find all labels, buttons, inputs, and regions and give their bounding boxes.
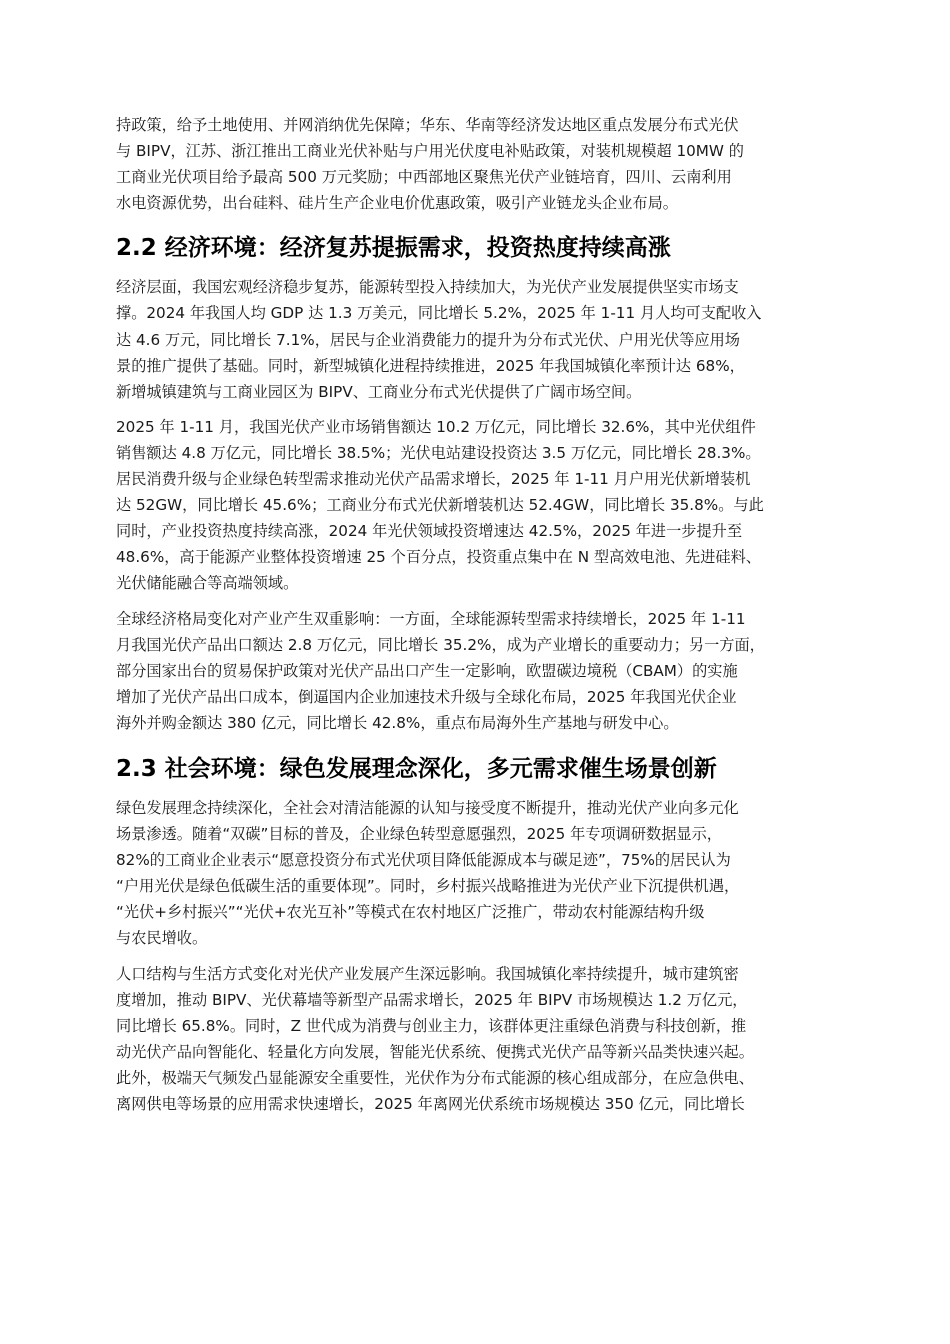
text-line: 工商业光伏项目给予最高 500 万元奖励；中西部地区聚焦光伏产业链培育，四川、云南利用 bbox=[116, 168, 732, 187]
text-line: 同时，产业投资热度持续高涨，2024 年光伏领域投资增速达 42.5%，2025 年进一步提升至 bbox=[116, 522, 743, 541]
text-line: 与 BIPV，江苏、浙江推出工商业光伏补贴与户用光伏度电补贴政策，对装机规模超 10MW 的 bbox=[116, 142, 744, 161]
text-line: 与农民增收。 bbox=[116, 929, 208, 948]
text-line: 2025 年 1-11 月，我国光伏产业市场销售额达 10.2 万亿元，同比增长 32.6%，其中光伏组件 bbox=[116, 417, 756, 436]
text-line: 部分国家出台的贸易保护政策对光伏产品出口产生一定影响，欧盟碳边境税（CBAM）的实施 bbox=[116, 661, 738, 680]
text-line: 光伏储能融合等高端领域。 bbox=[116, 574, 299, 593]
text-line: 达 52GW，同比增长 45.6%；工商业分布式光伏新增装机达 52.4GW，同比增长 35.8%。与此 bbox=[116, 496, 764, 515]
text-line: 撑。2024 年我国人均 GDP 达 1.3 万美元，同比增长 5.2%，2025 年 1-11 月人均可支配收入 bbox=[116, 304, 762, 323]
text-line: 人口结构与生活方式变化对光伏产业发展产生深远影响。我国城镇化率持续提升，城市建筑密 bbox=[116, 964, 739, 983]
text-line: 销售额达 4.8 万亿元，同比增长 38.5%；光伏电站建设投资达 3.5 万亿元，同比增长 28.3%。 bbox=[116, 443, 761, 462]
text-line: 居民消费升级与企业绿色转型需求推动光伏产品需求增长，2025 年 1-11 月户用光伏新增装机 bbox=[116, 470, 751, 489]
text-line: 48.6%，高于能源产业整体投资增速 25 个百分点，投资重点集中在 N 型高效电池、先进硅料、 bbox=[116, 548, 761, 567]
text-line: 82%的工商业企业表示“愿意投资分布式光伏项目降低能源成本与碳足迹”，75%的居民认为 bbox=[116, 851, 731, 870]
paragraph-economic-overview bbox=[116, 274, 840, 404]
text-line: 此外，极端天气频发凸显能源安全重要性，光伏作为分布式能源的核心组成部分，在应急供电、 bbox=[116, 1068, 754, 1087]
text-line: 新增城镇建筑与工商业园区为 BIPV、工商业分布式光伏提供了广阔市场空间。 bbox=[116, 382, 642, 401]
text-line: 全球经济格局变化对产业产生双重影响：一方面，全球能源转型需求持续增长，2025 年 1-11 bbox=[116, 609, 746, 628]
text-line: 同比增长 65.8%。同时，Z 世代成为消费与创业主力，该群体更注重绿色消费与科技创新，推 bbox=[116, 1016, 747, 1035]
text-line: 离网供电等场景的应用需求快速增长，2025 年离网光伏系统市场规模达 350 亿元，同比增长 bbox=[116, 1095, 745, 1113]
text-line: 绿色发展理念持续深化，全社会对清洁能源的认知与接受度不断提升，推动光伏产业向多元化 bbox=[116, 798, 739, 817]
text-line: 景的推广提供了基础。同时，新型城镇化进程持续推进，2025 年我国城镇化率预计达 68%， bbox=[116, 356, 745, 375]
paragraph-green-development bbox=[116, 795, 840, 952]
text-line: 月我国光伏产品出口额达 2.8 万亿元，同比增长 35.2%，成为产业增长的重要动力；另一方面， bbox=[116, 635, 765, 654]
document-body bbox=[116, 112, 840, 1117]
text-line: 海外并购金额达 380 亿元，同比增长 42.8%，重点布局海外生产基地与研发中心。 bbox=[116, 713, 679, 732]
text-line: “户用光伏是绿色低碳生活的重要体现”。同时，乡村振兴战略推进为光伏产业下沉提供机遇， bbox=[116, 877, 740, 896]
text-line: 度增加，推动 BIPV、光伏幕墙等新型产品需求增长，2025 年 BIPV 市场规模达 1.2 万亿元， bbox=[116, 990, 748, 1009]
section-heading-economic: 2.2 经济环境：经济复苏提振需求，投资热度持续高涨 bbox=[116, 235, 671, 262]
paragraph-policy-continuation bbox=[116, 112, 840, 216]
text-line: 水电资源优势，出台硅料、硅片生产企业电价优惠政策，吸引产业链龙头企业布局。 bbox=[116, 194, 678, 213]
text-line: 持政策，给予土地使用、并网消纳优先保障；华东、华南等经济发达地区重点发展分布式光伏 bbox=[116, 116, 739, 134]
text-line: 经济层面，我国宏观经济稳步复苏，能源转型投入持续加大，为光伏产业发展提供坚实市场支 bbox=[116, 278, 739, 297]
paragraph-global-economy bbox=[116, 606, 840, 736]
text-line: 动光伏产品向智能化、轻量化方向发展，智能光伏系统、便携式光伏产品等新兴品类快速兴起。 bbox=[116, 1042, 754, 1061]
text-line: 增加了光伏产品出口成本，倒逼国内企业加速技术升级与全球化布局，2025 年我国光伏企业 bbox=[116, 687, 737, 706]
text-line: 场景渗透。随着“双碳”目标的普及，企业绿色转型意愿强烈，2025 年专项调研数据显示， bbox=[116, 825, 722, 844]
paragraph-population-lifestyle bbox=[116, 961, 840, 1118]
section-heading-social: 2.3 社会环境：绿色发展理念深化，多元需求催生场景创新 bbox=[116, 755, 717, 782]
text-line: 达 4.6 万元，同比增长 7.1%，居民与企业消费能力的提升为分布式光伏、户用光伏等应用场 bbox=[116, 330, 740, 349]
text-line: “光伏+乡村振兴”“光伏+农光互补”等模式在农村地区广泛推广，带动农村能源结构升级 bbox=[116, 903, 705, 922]
paragraph-market-sales bbox=[116, 414, 840, 597]
